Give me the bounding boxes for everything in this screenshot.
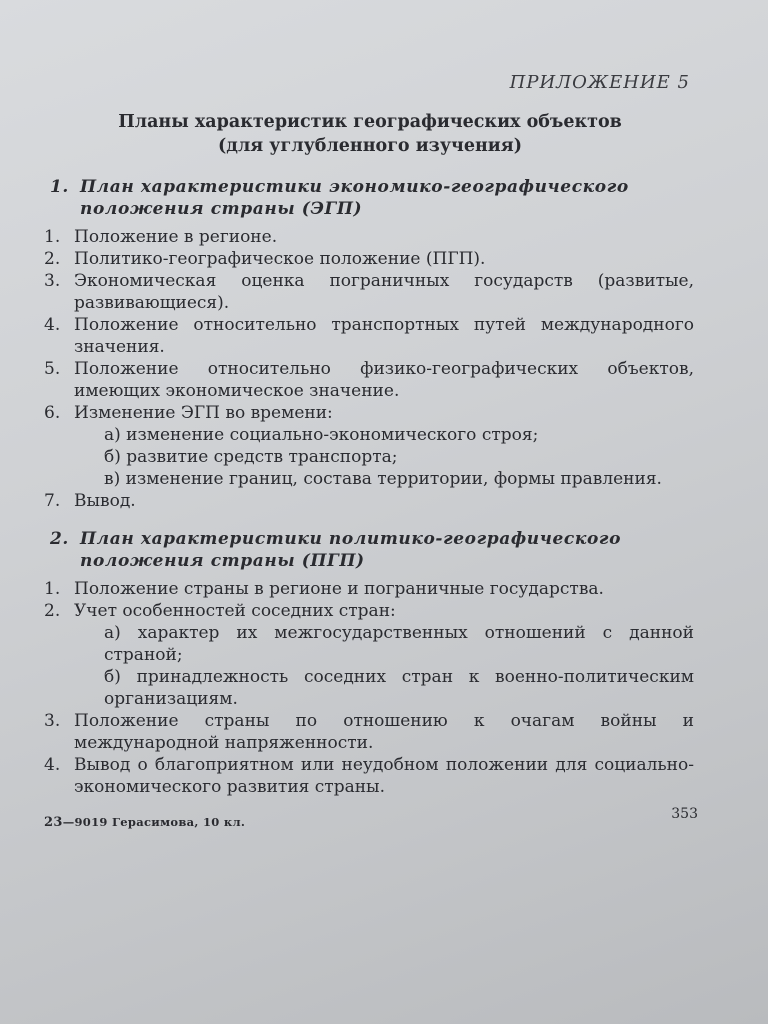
footer-imprint (44, 815, 245, 830)
item-number: 2. (44, 249, 61, 269)
section-1-title-line-2: положения страны (ЭГП) (80, 199, 363, 219)
item-text: Положение в регионе. (74, 227, 278, 247)
sub-list-item: б) развитие средств транспорта; (104, 447, 398, 467)
item-text: Положение относительно физико-географических объектов, имеющих экономическое значение. (74, 359, 694, 401)
list-item (44, 710, 694, 754)
list-item (44, 314, 694, 358)
list-item (44, 270, 694, 314)
sub-list-item: а) характер их межгосударственных отношений с данной страной; (104, 623, 694, 665)
list-item (44, 578, 694, 600)
item-number: 4. (44, 755, 61, 775)
sub-list-item: а) изменение социально-экономического строя; (104, 425, 539, 445)
section-2-title (50, 528, 690, 572)
list-item (44, 248, 694, 270)
item-text: Политико-географическое положение (ПГП). (74, 249, 486, 269)
page-title (60, 110, 680, 158)
item-number: 7. (44, 491, 61, 511)
item-number: 5. (44, 359, 61, 379)
item-text: Положение страны в регионе и пограничные государства. (74, 579, 604, 599)
section-1-list (44, 226, 694, 512)
item-number: 2. (44, 601, 61, 621)
item-text: Положение страны по отношению к очагам войны и международной напряженности. (74, 711, 694, 753)
sub-list (74, 424, 694, 490)
section-1-title-line-1: План характеристики экономико-географического (80, 177, 629, 197)
sub-list-item: б) принадлежность соседних стран к военно-политическим организациям. (104, 667, 694, 709)
item-number: 1. (44, 579, 61, 599)
item-number: 6. (44, 403, 61, 423)
section-2-title-line-2: положения страны (ПГП) (80, 551, 365, 571)
footer-code: 23 (44, 815, 63, 830)
page-title-line-1: Планы характеристик географических объектов (118, 112, 622, 132)
section-2-list (44, 578, 694, 798)
sub-list-item: в) изменение границ, состава территории, формы правления. (104, 469, 662, 489)
item-number: 3. (44, 271, 61, 291)
section-1-number: 1. (50, 177, 69, 197)
section-1-title (50, 176, 690, 220)
item-text: Учет особенностей соседних стран: (74, 601, 396, 621)
list-item (44, 226, 694, 248)
item-text: Вывод. (74, 491, 136, 511)
list-item (44, 600, 694, 710)
page-number: 353 (671, 806, 698, 822)
item-text: Изменение ЭГП во времени: (74, 403, 333, 423)
item-text: Положение относительно транспортных путей международного значения. (74, 315, 694, 357)
appendix-label: ПРИЛОЖЕНИЕ 5 (509, 72, 690, 93)
list-item (44, 754, 694, 798)
item-number: 1. (44, 227, 61, 247)
section-2-number: 2. (50, 529, 69, 549)
list-item (44, 358, 694, 402)
section-2-title-line-1: План характеристики политико-географического (80, 529, 622, 549)
footer-text: —9019 Герасимова, 10 кл. (62, 815, 246, 829)
list-item (44, 402, 694, 490)
item-text: Экономическая оценка пограничных государств (развитые, развивающиеся). (74, 271, 694, 313)
list-item (44, 490, 694, 512)
sub-list (74, 622, 694, 710)
item-number: 3. (44, 711, 61, 731)
item-number: 4. (44, 315, 61, 335)
item-text: Вывод о благоприятном или неудобном положении для социально-экономического развития страны. (74, 755, 694, 797)
page-title-line-2: (для углубленного изучения) (218, 136, 522, 156)
